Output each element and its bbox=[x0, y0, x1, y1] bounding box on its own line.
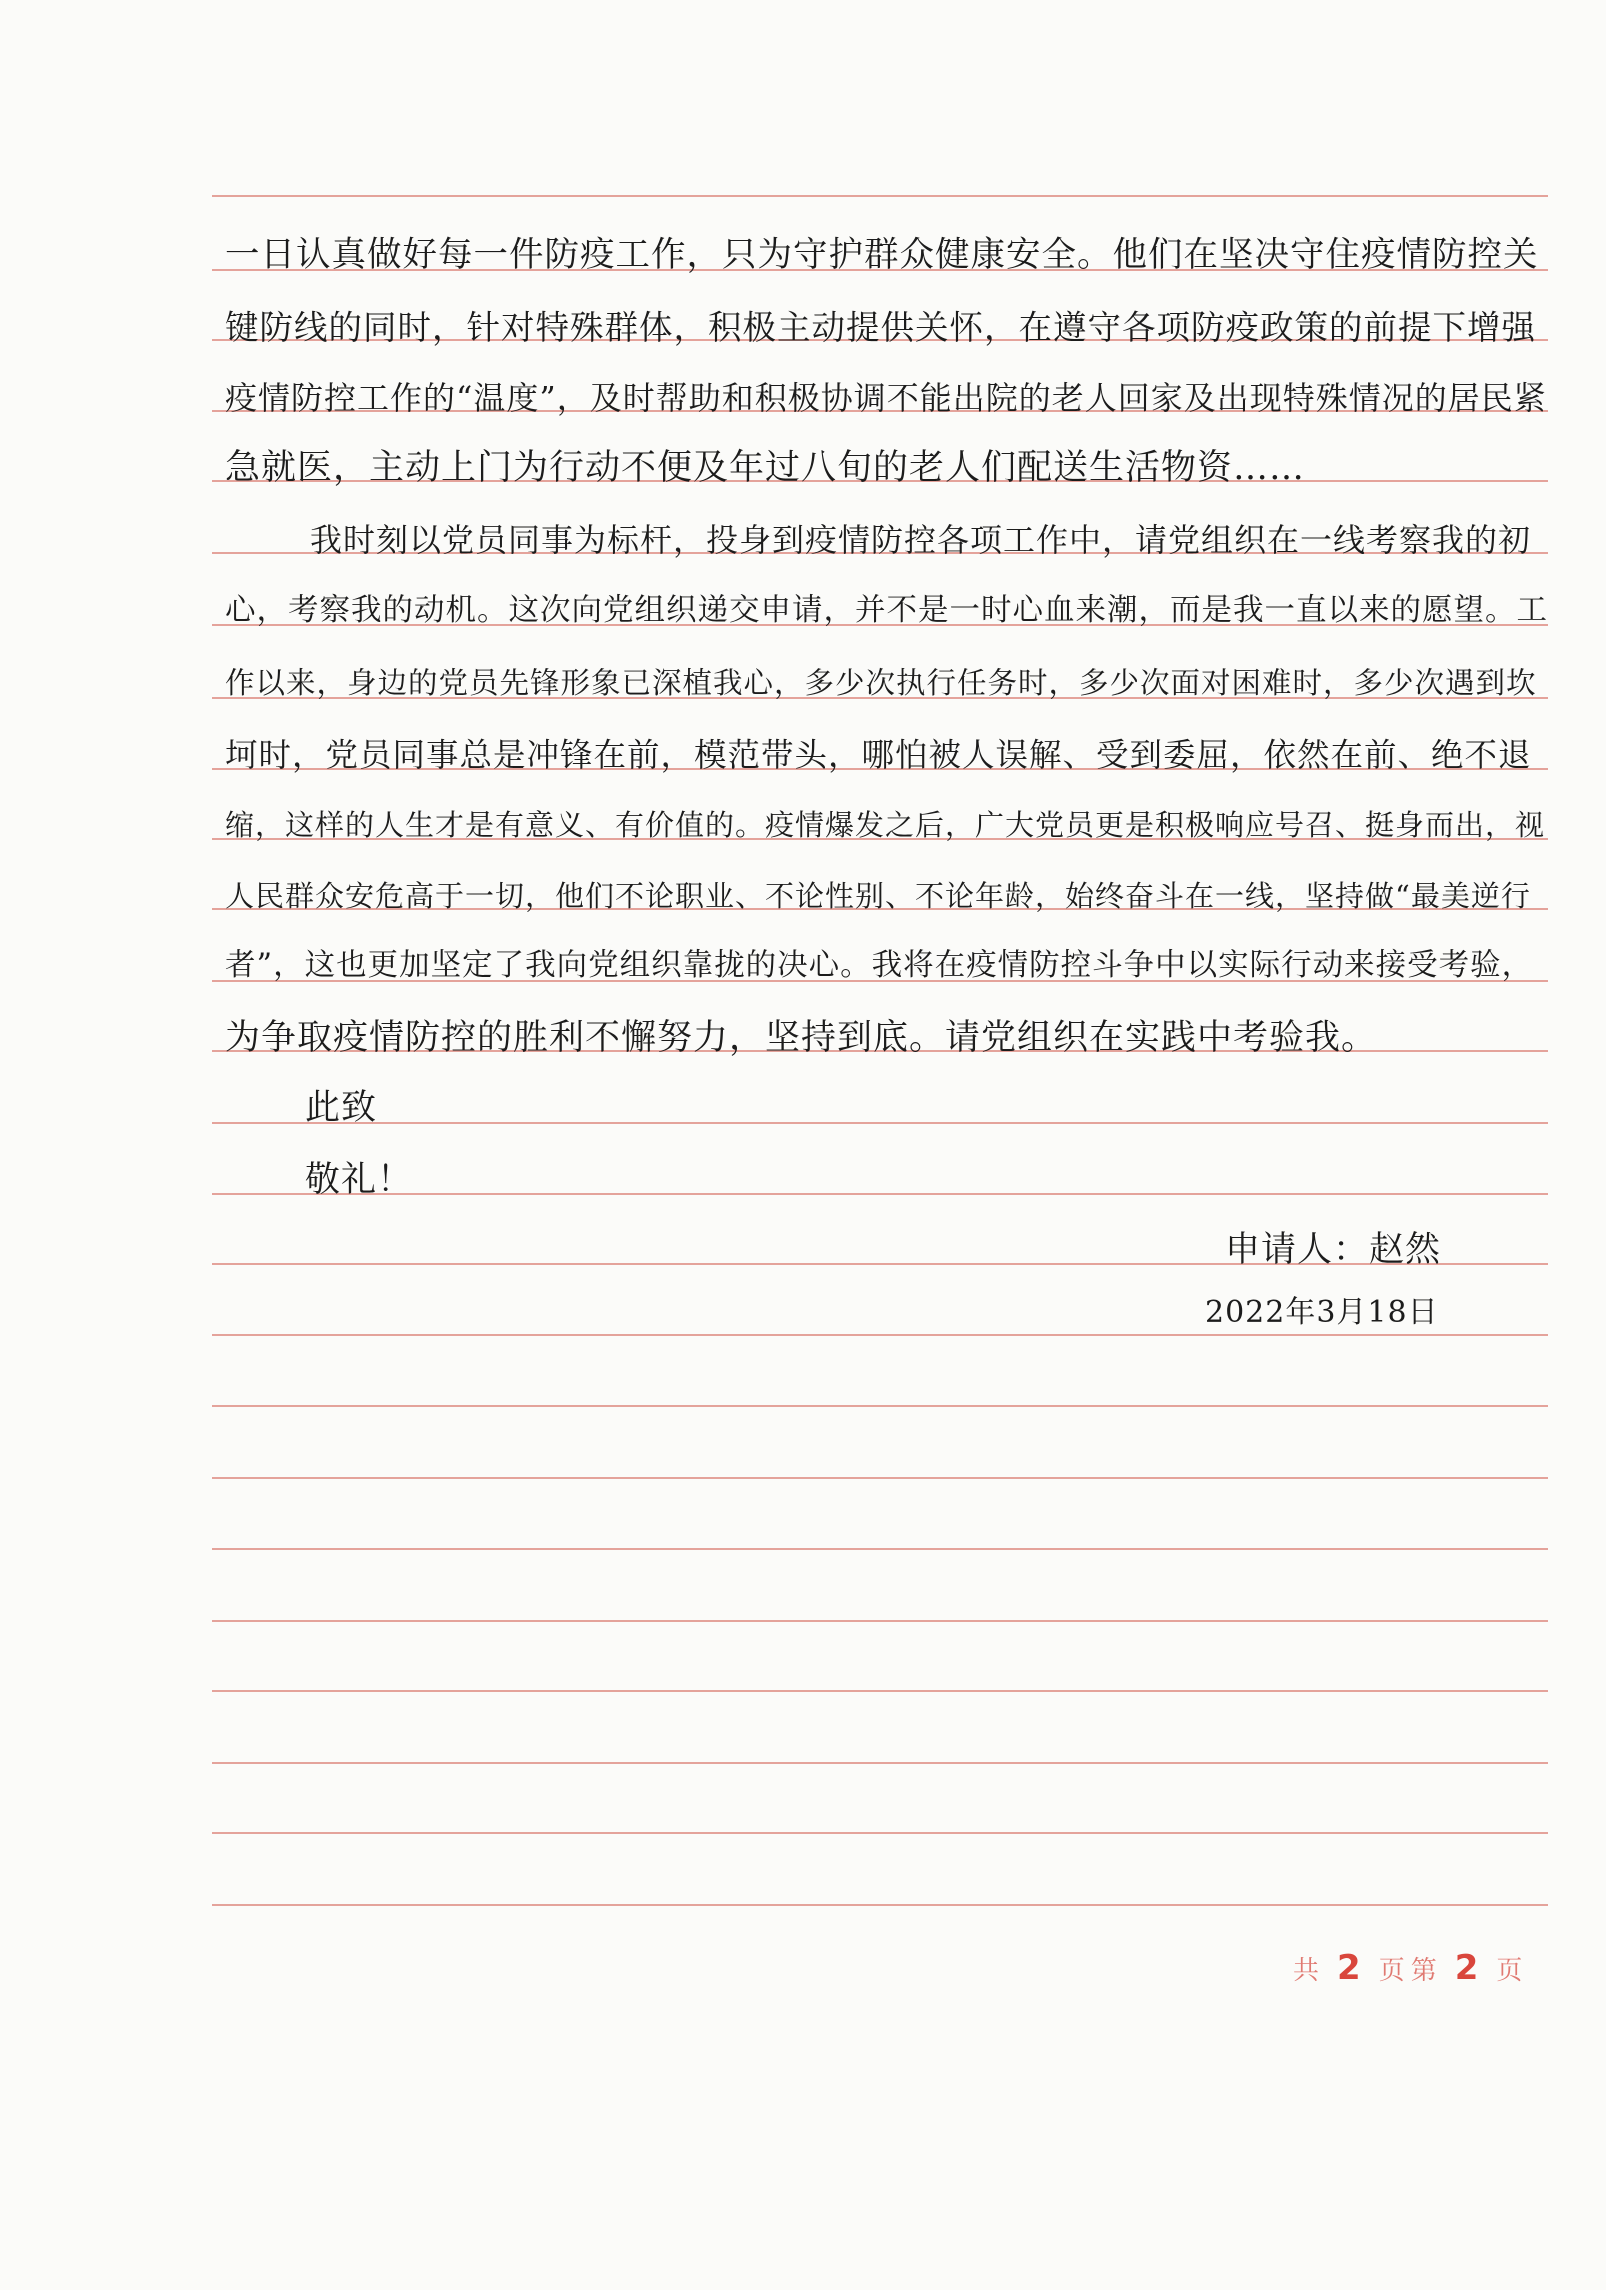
signature: 申请人：赵然 bbox=[1225, 1230, 1442, 1270]
closing-salutation-2: 敬礼！ bbox=[305, 1160, 414, 1200]
page-total-suffix: 页 bbox=[1378, 1956, 1405, 1986]
letter-line-7: 作以来，身边的党员先锋形象已深植我心，多少次执行任务时，多少次面对困难时，多少次遇到坎 bbox=[225, 666, 1537, 700]
ruled-line bbox=[212, 1904, 1548, 1906]
letter-line-4: 急就医，主动上门为行动不便及年过八旬的老人们配送生活物资…… bbox=[225, 448, 1306, 488]
letter-line-6: 心，考察我的动机。这次向党组织递交申请，并不是一时心血来潮，而是我一直以来的愿望。工 bbox=[225, 593, 1548, 628]
letter-line-10: 人民群众安危高于一切，他们不论职业、不论性别、不论年龄，始终奋斗在一线，坚持做“最美逆行 bbox=[225, 879, 1531, 913]
letter-line-9: 缩，这样的人生才是有意义、有价值的。疫情爆发之后，广大党员更是积极响应号召、挺身而出，视 bbox=[225, 808, 1546, 842]
signature-date: 2022年3月18日 bbox=[1205, 1295, 1439, 1330]
page-total-number: 2 bbox=[1337, 1948, 1361, 1988]
letter-line-2: 键防线的同时，针对特殊群体，积极主动提供关怀，在遵守各项防疫政策的前提下增强 bbox=[225, 308, 1536, 347]
ruled-line bbox=[212, 195, 1548, 197]
ruled-line bbox=[212, 1405, 1548, 1407]
letter-line-5: 我时刻以党员同事为标杆，投身到疫情防控各项工作中，请党组织在一线考察我的初 bbox=[310, 521, 1532, 559]
closing-salutation-1: 此致 bbox=[305, 1088, 378, 1128]
page-current-prefix: 第 bbox=[1410, 1956, 1437, 1986]
ruled-line bbox=[212, 1832, 1548, 1834]
letter-line-12: 为争取疫情防控的胜利不懈努力，坚持到底。请党组织在实践中考验我。 bbox=[225, 1018, 1378, 1058]
letter-line-11: 者”，这也更加坚定了我向党组织靠拢的决心。我将在疫情防控斗争中以实际行动来接受考验， bbox=[225, 948, 1534, 983]
letter-line-8: 坷时，党员同事总是冲锋在前，模范带头，哪怕被人误解、受到委屈，依然在前、绝不退 bbox=[225, 736, 1532, 774]
letter-line-1: 一日认真做好每一件防疫工作，只为守护群众健康安全。他们在坚决守住疫情防控关 bbox=[225, 235, 1539, 275]
ruled-line bbox=[212, 1122, 1548, 1124]
page-counter bbox=[1293, 1948, 1522, 1988]
page-total-prefix: 共 bbox=[1293, 1956, 1320, 1986]
ruled-line bbox=[212, 1548, 1548, 1550]
page-current-number: 2 bbox=[1454, 1948, 1479, 1988]
letter-line-3: 疫情防控工作的“温度”，及时帮助和积极协调不能出院的老人回家及出现特殊情况的居民紧 bbox=[225, 379, 1547, 417]
ruled-line bbox=[212, 1690, 1548, 1692]
ruled-line bbox=[212, 1620, 1548, 1622]
page-current-suffix: 页 bbox=[1496, 1956, 1523, 1986]
ruled-line bbox=[212, 1477, 1548, 1479]
ruled-line bbox=[212, 1762, 1548, 1764]
